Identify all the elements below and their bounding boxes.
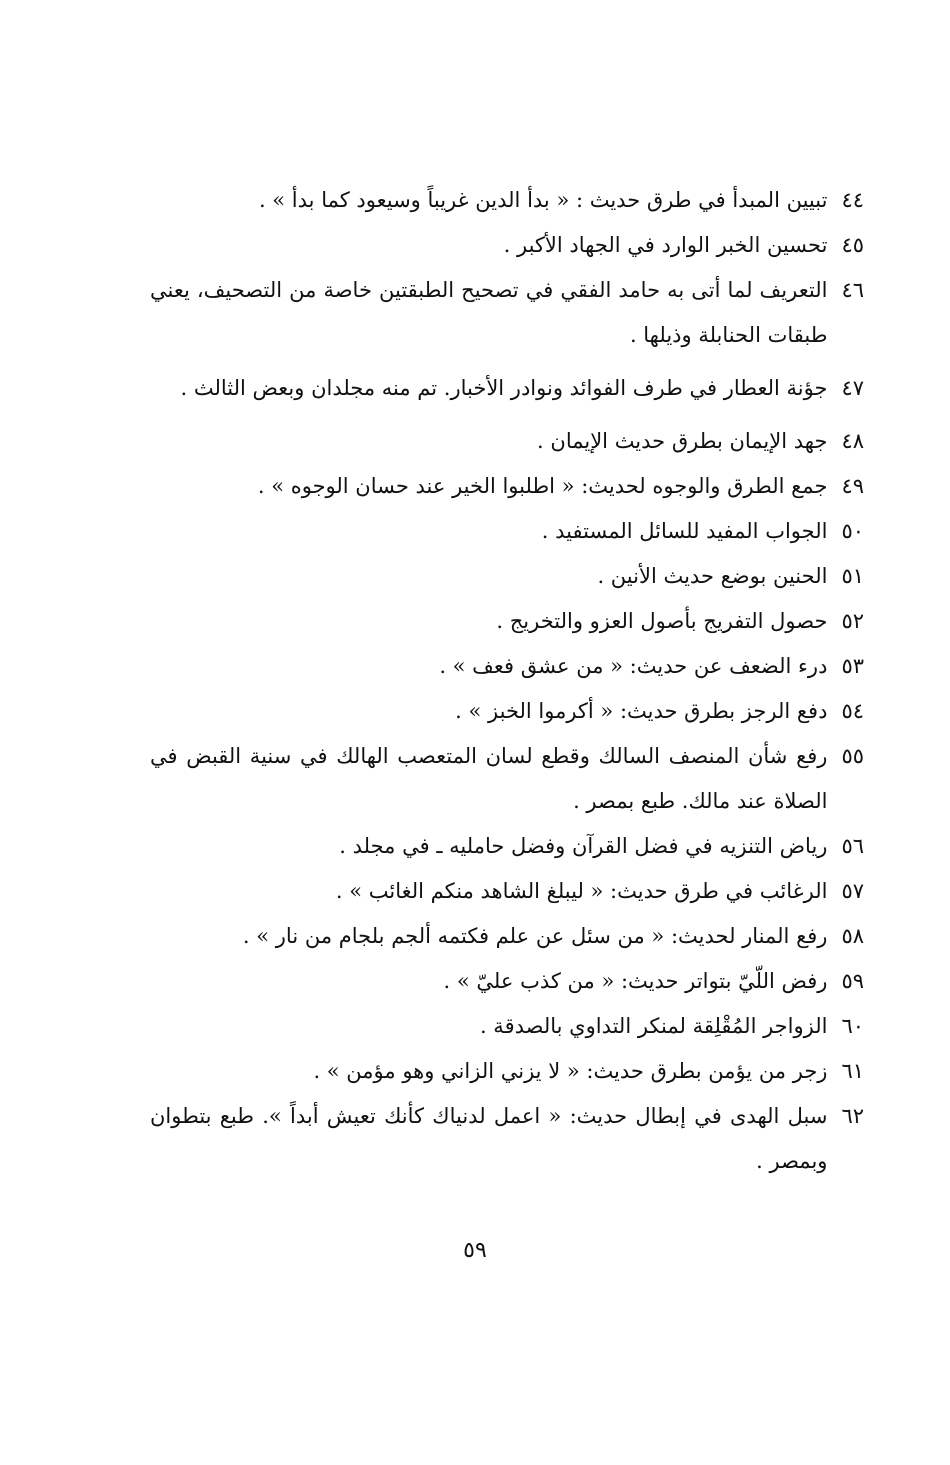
list-item (150, 914, 864, 959)
entry-number: ٥٦ (841, 834, 864, 858)
entry-text: جمع الطرق والوجوه لحديث: « اطلبوا الخير عند حسان الوجوه » . (257, 474, 828, 498)
entry-text: دفع الرجز بطرق حديث: « أكرموا الخبز » . (455, 699, 828, 723)
entry-text: رفع المنار لحديث: « من سئل عن علم فكتمه ألجم بلجام من نار » . (242, 924, 828, 948)
entry-text: رفض اللّيّ بتواتر حديث: « من كذب عليّ » . (443, 969, 828, 993)
list-item (150, 869, 864, 914)
entry-text: رياض التنزيه في فضل القرآن وفضل حامليه ـ في مجلد . (339, 834, 828, 858)
entry-number: ٦٢ (841, 1104, 864, 1128)
entry-number: ٤٧ (841, 376, 864, 400)
list-item (150, 959, 864, 1004)
entry-number: ٤٥ (841, 233, 864, 257)
entry-text: تبيين المبدأ في طرق حديث : « بدأ الدين غريباً وسيعود كما بدأ » . (258, 188, 828, 212)
entry-number: ٥٥ (841, 744, 864, 768)
list-item (150, 1094, 864, 1184)
entry-number: ٤٩ (841, 474, 864, 498)
entry-number: ٥٠ (841, 519, 864, 543)
list-item (150, 689, 864, 734)
entry-text: رفع شأن المنصف السالك وقطع لسان المتعصب الهالك في سنية القبض في الصلاة عند مالك. طبع بمصر . (150, 744, 828, 813)
list-item (150, 734, 864, 824)
entry-number: ٥٩ (841, 969, 864, 993)
list-item (150, 599, 864, 644)
list-item (150, 178, 864, 223)
entry-text: زجر من يؤمن بطرق حديث: « لا يزني الزاني وهو مؤمن » . (313, 1059, 828, 1083)
entry-number: ٦٠ (841, 1014, 864, 1038)
entry-text: جؤنة العطار في طرف الفوائد ونوادر الأخبار. تم منه مجلدان وبعض الثالث . (180, 376, 828, 400)
list-item (150, 1004, 864, 1049)
entry-text: تحسين الخبر الوارد في الجهاد الأكبر . (503, 233, 828, 257)
entry-text: الجواب المفيد للسائل المستفيد . (541, 519, 828, 543)
document-body (150, 178, 864, 1184)
entry-text: جهد الإيمان بطرق حديث الإيمان . (537, 429, 828, 453)
entry-text: الرغائب في طرق حديث: « ليبلغ الشاهد منكم الغائب » . (335, 879, 828, 903)
entry-text: الزواجر المُقْلِقة لمنكر التداوي بالصدقة . (479, 1014, 828, 1038)
entry-text: الحنين بوضع حديث الأنين . (597, 564, 828, 588)
list-item (150, 824, 864, 869)
list-item (150, 366, 864, 411)
list-item (150, 223, 864, 268)
entry-text: حصول التفريج بأصول العزو والتخريج . (496, 609, 828, 633)
entry-number: ٤٦ (841, 278, 864, 302)
list-item (150, 268, 864, 358)
entry-number: ٥٤ (841, 699, 864, 723)
entry-number: ٥١ (841, 564, 864, 588)
entry-number: ٥٣ (841, 654, 864, 678)
list-item (150, 1049, 864, 1094)
list-item (150, 464, 864, 509)
list-item (150, 509, 864, 554)
list-item (150, 644, 864, 689)
entry-text: سبل الهدى في إبطال حديث: « اعمل لدنياك كأنك تعيش أبداً ». طبع بتطوان وبمصر . (150, 1104, 828, 1173)
list-item (150, 419, 864, 464)
entry-number: ٤٨ (841, 429, 864, 453)
list-item (150, 554, 864, 599)
entry-number: ٥٢ (841, 609, 864, 633)
page-number: ٥٩ (463, 1238, 487, 1263)
entry-number: ٤٤ (841, 188, 864, 212)
entry-text: درء الضعف عن حديث: « من عشق فعف » . (439, 654, 828, 678)
entry-number: ٥٧ (841, 879, 864, 903)
entry-text: التعريف لما أتى به حامد الفقي في تصحيح الطبقتين خاصة من التصحيف، يعني طبقات الحنابلة وذيلها . (150, 278, 828, 347)
entry-number: ٦١ (841, 1059, 864, 1083)
entry-number: ٥٨ (841, 924, 864, 948)
